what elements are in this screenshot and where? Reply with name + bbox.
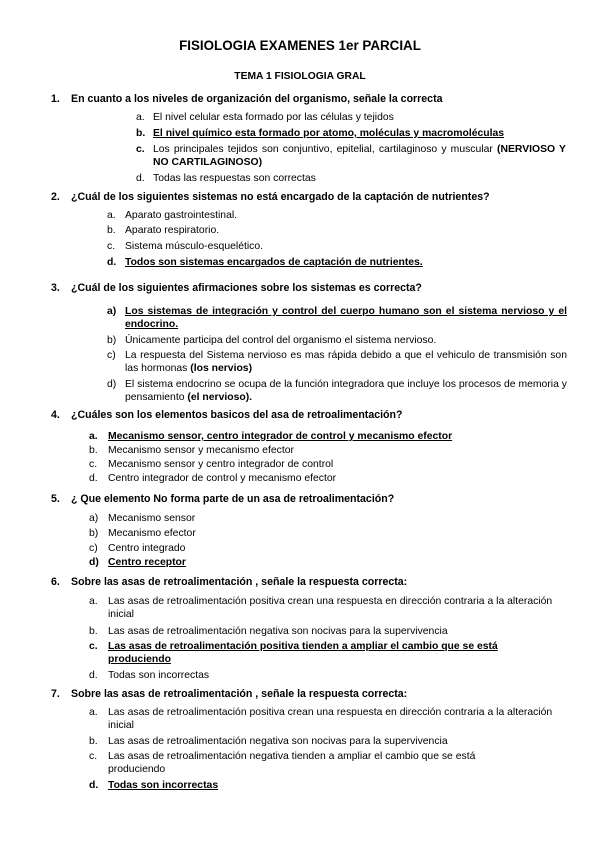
option-text: Sistema músculo-esquelético. [125,241,264,252]
option-text: Las asas de retroalimentación positiva crean una respuesta en dirección contraria a la alteración inicial [108,707,553,731]
option-label: d. [107,257,117,268]
option-6b [89,625,567,638]
question-text: En cuanto a los niveles de organización del organismo, señale la correcta [71,93,443,105]
option-1d [136,172,566,185]
option-label: d. [136,173,145,184]
option-text: El nivel químico esta formado por atomo, moléculas y macromoléculas [153,128,505,139]
option-label: c) [89,543,98,554]
question-number: 5. [51,493,60,505]
option-label: b) [89,528,99,539]
option-label: d) [107,379,117,390]
option-label: c. [89,751,98,762]
option-text: Únicamente participa del control del organismo el sistema nervioso. [125,335,437,346]
option-correction: (NERVIOSO Y NO CARTILAGINOSO) [153,144,566,168]
option-5c [89,542,567,555]
option-1b [136,127,566,140]
option-3c [107,349,567,375]
option-label: a. [89,596,98,607]
option-5d [89,556,567,569]
question-number: 2. [51,191,60,203]
option-text: La respuesta del Sistema nervioso es mas rápida debido a que el vehiculo de transmisión son las hormonas [125,350,567,374]
option-label: d. [89,670,98,681]
option-label: b. [89,445,98,456]
question-3 [51,282,566,295]
option-label: a) [89,513,99,524]
option-3b [107,334,567,347]
option-text: Los principales tejidos son conjuntivo, epitelial, cartilaginoso y muscular [153,144,493,155]
option-5b [89,527,567,540]
option-label: c. [89,641,98,652]
question-7 [51,688,566,701]
option-3a [107,305,567,331]
question-number: 4. [51,409,60,421]
option-label: b. [136,128,146,139]
question-number: 6. [51,576,60,588]
option-text: Mecanismo sensor [108,513,196,524]
page-title: FISIOLOGIA EXAMENES 1er PARCIAL [179,38,421,53]
option-label: d. [89,473,98,484]
page-subtitle: TEMA 1 FISIOLOGIA GRAL [234,71,366,82]
option-2d [107,256,567,269]
option-7c [89,750,509,776]
question-4 [51,409,566,422]
option-label: a. [136,112,145,123]
option-text: El nivel celular esta formado por las células y tejidos [153,112,394,123]
option-label: d. [89,780,99,791]
option-text: Centro integrador de control y mecanismo efector [108,473,337,484]
question-number: 7. [51,688,60,700]
option-label: c. [89,459,98,470]
question-1 [51,93,566,106]
question-text: ¿Cuál de los siguientes sistemas no está encargado de la captación de nutrientes? [71,191,490,203]
option-text: Los sistemas de integración y control del cuerpo humano son el sistema nervioso y el endocrino. [125,306,567,330]
question-text: ¿ Que elemento No forma parte de un asa de retroalimentación? [71,493,395,505]
option-text: Todas las respuestas son correctas [153,173,316,184]
option-3d [107,378,567,404]
question-number: 1. [51,93,60,105]
option-1c [136,143,566,169]
option-text: Las asas de retroalimentación positiva tienden a ampliar el cambio que se está produciendo [108,641,498,665]
question-2 [51,191,566,204]
option-text: Mecanismo sensor y centro integrador de control [108,459,334,470]
question-text: Sobre las asas de retroalimentación , señale la respuesta correcta: [71,576,408,588]
option-text: Aparato respiratorio. [125,225,220,236]
question-text: ¿Cuáles son los elementos basicos del asa de retroalimentación? [71,409,403,421]
option-5a [89,512,567,525]
option-6a [89,595,567,621]
option-label: b. [89,736,98,747]
option-4d [89,472,567,485]
option-label: c) [107,350,116,361]
option-text: Centro receptor [108,557,186,568]
option-text: Todos son sistemas encargados de captación de nutrientes. [125,257,423,268]
option-label: a. [89,431,98,442]
question-text: Sobre las asas de retroalimentación , señale la respuesta correcta: [71,688,408,700]
option-label: a) [107,306,117,317]
option-correction: (los nervios) [190,363,253,374]
option-text: Las asas de retroalimentación negativa tienden a ampliar el cambio que se está produciendo [108,751,476,775]
option-6d [89,669,567,682]
option-6c [89,640,509,666]
option-4a [89,430,567,443]
option-text: Mecanismo efector [108,528,196,539]
question-5 [51,493,566,506]
option-text: Las asas de retroalimentación negativa son nocivas para la supervivencia [108,736,448,747]
option-text: Todas son incorrectas [108,670,210,681]
option-7b [89,735,567,748]
option-2c [107,240,567,253]
option-label: c. [107,241,116,252]
option-label: d) [89,557,99,568]
option-7d [89,779,567,792]
option-2a [107,209,567,222]
question-number: 3. [51,282,60,294]
option-text: Las asas de retroalimentación negativa son nocivas para la supervivencia [108,626,448,637]
option-text: El sistema endocrino se ocupa de la función integradora que incluye los procesos de memoria y pensamiento [125,379,567,403]
option-label: b) [107,335,117,346]
option-label: a. [89,707,98,718]
option-text: Mecanismo sensor y mecanismo efector [108,445,294,456]
option-text: Las asas de retroalimentación positiva crean una respuesta en dirección contraria a la alteración inicial [108,596,553,620]
option-4b [89,444,567,457]
option-label: b. [107,225,116,236]
option-text: Mecanismo sensor, centro integrador de control y mecanismo efector [108,431,453,442]
option-1a [136,111,566,124]
option-7a [89,706,567,732]
option-4c [89,458,567,471]
option-text: Todas son incorrectas [108,780,219,791]
option-text: Aparato gastrointestinal. [125,210,238,221]
question-text: ¿Cuál de los siguientes afirmaciones sobre los sistemas es correcta? [71,282,422,294]
question-6 [51,576,566,589]
option-label: c. [136,144,145,155]
option-label: b. [89,626,98,637]
option-2b [107,224,567,237]
option-label: a. [107,210,116,221]
option-correction: (el nervioso). [187,392,253,403]
option-text: Centro integrado [108,543,186,554]
